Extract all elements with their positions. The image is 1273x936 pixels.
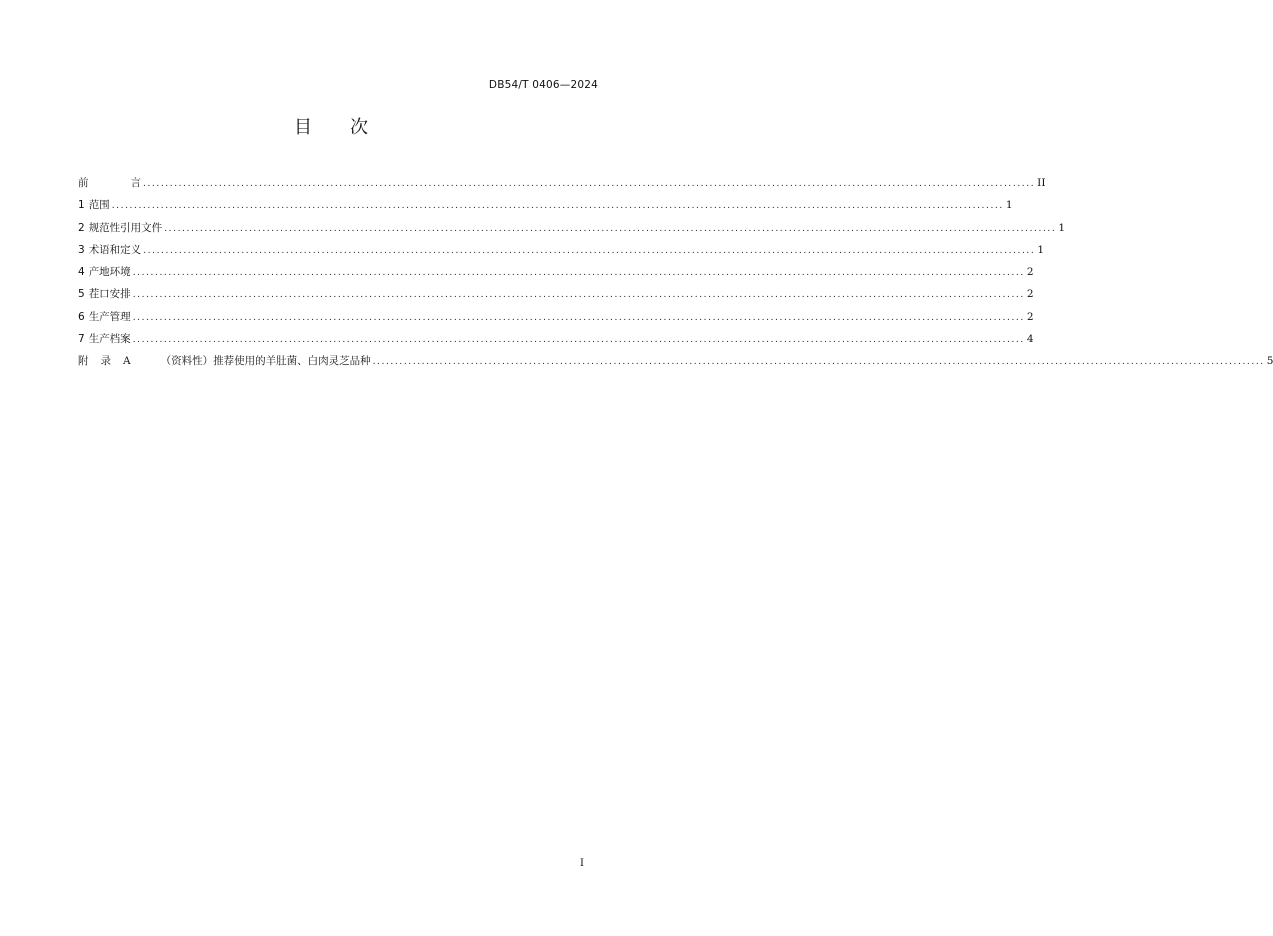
toc-page-number: 1 <box>1058 221 1066 234</box>
document-code: DB54/T 0406—2024 <box>488 79 598 91</box>
toc-item-label: 3 术语和定义 <box>78 243 142 256</box>
leader-dots: ........................................................................................................................................................................................................ <box>111 201 1004 212</box>
toc-item-label: 6 生产管理 <box>78 310 131 323</box>
toc-item-label: 前 言 <box>78 177 141 189</box>
leader-dots: ........................................................................................................................................................................................................ <box>132 290 1025 301</box>
leader-dots: ........................................................................................................................................................................................................ <box>164 223 1057 234</box>
toc-page-number: II <box>1037 177 1046 189</box>
toc-page-number: 5 <box>1266 355 1273 368</box>
leader-dots: ........................................................................................................................................................................................................ <box>132 335 1025 346</box>
toc-page-number: 4 <box>1026 333 1034 346</box>
leader-dots: ........................................................................................................................................................................................................ <box>372 357 1265 368</box>
title-char-1: 目 <box>294 117 312 138</box>
toc-item-production-environment[interactable] <box>78 261 1034 283</box>
toc-page-number: 1 <box>1005 199 1013 212</box>
leader-dots: ........................................................................................................................................................................................................ <box>143 245 1036 256</box>
toc-item-number: 6 <box>78 310 85 323</box>
toc-item-scope[interactable] <box>78 194 1013 216</box>
toc-page-number: 2 <box>1026 288 1034 301</box>
toc-item-number: 1 <box>78 199 85 212</box>
toc-page-number: 1 <box>1037 243 1045 256</box>
toc-item-number: 2 <box>78 221 85 234</box>
toc-item-production-management[interactable] <box>78 306 1034 328</box>
toc-item-production-records[interactable] <box>78 328 1034 350</box>
leader-dots: ........................................................................................................................................................................................................ <box>132 312 1025 323</box>
leader-dots: ........................................................................................................................................................................................................ <box>132 268 1025 279</box>
table-of-contents <box>78 172 1273 373</box>
toc-item-label: 7 生产档案 <box>78 333 131 346</box>
toc-item-normative-references[interactable] <box>78 217 1066 239</box>
toc-item-label: 附 录 A （资料性）推荐使用的羊肚菌、白肉灵芝品种 <box>78 355 371 368</box>
toc-item-label: 2 规范性引用文件 <box>78 221 163 234</box>
leader-dots: ........................................................................................................................................................................................................ <box>143 179 1036 189</box>
toc-item-number: 4 <box>78 266 85 279</box>
toc-item-number: 3 <box>78 243 85 256</box>
title-char-2: 次 <box>350 117 368 138</box>
toc-item-terms-definitions[interactable] <box>78 239 1045 261</box>
page-title <box>0 113 662 139</box>
toc-item-number: 7 <box>78 333 85 346</box>
toc-item-appendix-a[interactable] <box>78 350 1273 372</box>
toc-page-number: 2 <box>1026 310 1034 323</box>
toc-item-number: 5 <box>78 288 85 301</box>
toc-item-foreword[interactable] <box>78 172 1046 194</box>
page-number: I <box>580 858 584 869</box>
toc-item-crop-arrangement[interactable] <box>78 283 1034 305</box>
toc-item-label: 5 茬口安排 <box>78 288 131 301</box>
toc-page-number: 2 <box>1026 266 1034 279</box>
toc-item-label: 4 产地环境 <box>78 266 131 279</box>
toc-item-label: 1 范围 <box>78 199 110 212</box>
